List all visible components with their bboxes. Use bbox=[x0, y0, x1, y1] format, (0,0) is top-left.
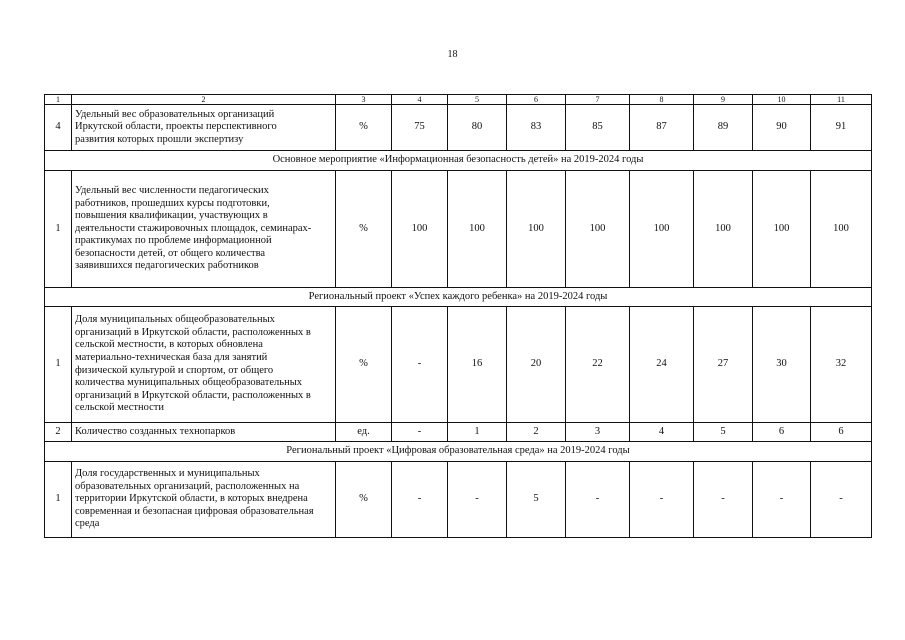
table-row bbox=[45, 462, 872, 538]
value-cell: - bbox=[566, 462, 630, 538]
unit-cell: % bbox=[336, 462, 392, 538]
value-cell: 5 bbox=[507, 462, 566, 538]
section-heading-row bbox=[45, 442, 872, 462]
value-cell: 100 bbox=[630, 171, 694, 288]
value-cell: 100 bbox=[392, 171, 448, 288]
column-number: 10 bbox=[753, 95, 811, 105]
section-heading: Основное мероприятие «Информационная безопасность детей» на 2019-2024 годы bbox=[45, 151, 872, 171]
section-heading-row bbox=[45, 151, 872, 171]
value-cell: 32 bbox=[811, 307, 872, 423]
column-number: 5 bbox=[448, 95, 507, 105]
column-number: 7 bbox=[566, 95, 630, 105]
table-row bbox=[45, 171, 872, 288]
column-number: 11 bbox=[811, 95, 872, 105]
value-cell: 100 bbox=[448, 171, 507, 288]
value-cell: 85 bbox=[566, 105, 630, 151]
column-number-row bbox=[45, 95, 872, 105]
value-cell: - bbox=[694, 462, 753, 538]
value-cell: - bbox=[392, 462, 448, 538]
value-cell: 30 bbox=[753, 307, 811, 423]
value-cell: - bbox=[392, 307, 448, 423]
indicator-description: Удельный вес образовательных организаций Иркутской области, проекты перспективного развития которых прошли экспертизу bbox=[72, 105, 336, 151]
row-number: 1 bbox=[45, 171, 72, 288]
page-number: 18 bbox=[447, 49, 458, 60]
table-row bbox=[45, 307, 872, 423]
column-number: 3 bbox=[336, 95, 392, 105]
indicator-description: Удельный вес численности педагогических работников, прошедших курсы подготовки, повышения квалификации, участвующих в деятельности стажировочных площадок, семинарах- практикумах по проблеме информационной безопасности детей, от общего количества заявившихся педагогических работников bbox=[72, 171, 336, 288]
value-cell: 100 bbox=[507, 171, 566, 288]
value-cell: 3 bbox=[566, 423, 630, 442]
indicator-description: Количество созданных технопарков bbox=[72, 423, 336, 442]
value-cell: 100 bbox=[811, 171, 872, 288]
value-cell: 5 bbox=[694, 423, 753, 442]
value-cell: 4 bbox=[630, 423, 694, 442]
value-cell: 2 bbox=[507, 423, 566, 442]
value-cell: - bbox=[753, 462, 811, 538]
unit-cell: ед. bbox=[336, 423, 392, 442]
row-number: 1 bbox=[45, 462, 72, 538]
value-cell: 6 bbox=[811, 423, 872, 442]
column-number: 4 bbox=[392, 95, 448, 105]
value-cell: - bbox=[811, 462, 872, 538]
value-cell: 75 bbox=[392, 105, 448, 151]
column-number: 2 bbox=[72, 95, 336, 105]
indicator-description: Доля муниципальных общеобразовательных организаций в Иркутской области, расположенных в сельской местности, в которых обновлена материально-техническая база для занятий физической культурой и спортом, от общего количества муниципальных общеобразовательных организаций в Иркутской области, расположенных в сельской местности bbox=[72, 307, 336, 423]
section-heading-row bbox=[45, 288, 872, 307]
column-number: 8 bbox=[630, 95, 694, 105]
value-cell: 89 bbox=[694, 105, 753, 151]
value-cell: 91 bbox=[811, 105, 872, 151]
value-cell: 1 bbox=[448, 423, 507, 442]
row-number: 2 bbox=[45, 423, 72, 442]
indicator-description: Доля государственных и муниципальных образовательных организаций, расположенных на территории Иркутской области, в которых внедрена современная и безопасная цифровая образовательная среда bbox=[72, 462, 336, 538]
value-cell: 24 bbox=[630, 307, 694, 423]
row-number: 1 bbox=[45, 307, 72, 423]
section-heading: Региональный проект «Успех каждого ребенка» на 2019-2024 годы bbox=[45, 288, 872, 307]
column-number: 1 bbox=[45, 95, 72, 105]
value-cell: 100 bbox=[753, 171, 811, 288]
value-cell: - bbox=[448, 462, 507, 538]
value-cell: 16 bbox=[448, 307, 507, 423]
value-cell: - bbox=[630, 462, 694, 538]
value-cell: 80 bbox=[448, 105, 507, 151]
value-cell: - bbox=[392, 423, 448, 442]
value-cell: 100 bbox=[694, 171, 753, 288]
value-cell: 83 bbox=[507, 105, 566, 151]
table-row bbox=[45, 105, 872, 151]
value-cell: 90 bbox=[753, 105, 811, 151]
value-cell: 22 bbox=[566, 307, 630, 423]
table-row bbox=[45, 423, 872, 442]
value-cell: 87 bbox=[630, 105, 694, 151]
value-cell: 20 bbox=[507, 307, 566, 423]
column-number: 6 bbox=[507, 95, 566, 105]
unit-cell: % bbox=[336, 307, 392, 423]
indicators-table bbox=[44, 94, 872, 538]
column-number: 9 bbox=[694, 95, 753, 105]
value-cell: 100 bbox=[566, 171, 630, 288]
section-heading: Региональный проект «Цифровая образовательная среда» на 2019-2024 годы bbox=[45, 442, 872, 462]
unit-cell: % bbox=[336, 171, 392, 288]
value-cell: 27 bbox=[694, 307, 753, 423]
unit-cell: % bbox=[336, 105, 392, 151]
value-cell: 6 bbox=[753, 423, 811, 442]
row-number: 4 bbox=[45, 105, 72, 151]
